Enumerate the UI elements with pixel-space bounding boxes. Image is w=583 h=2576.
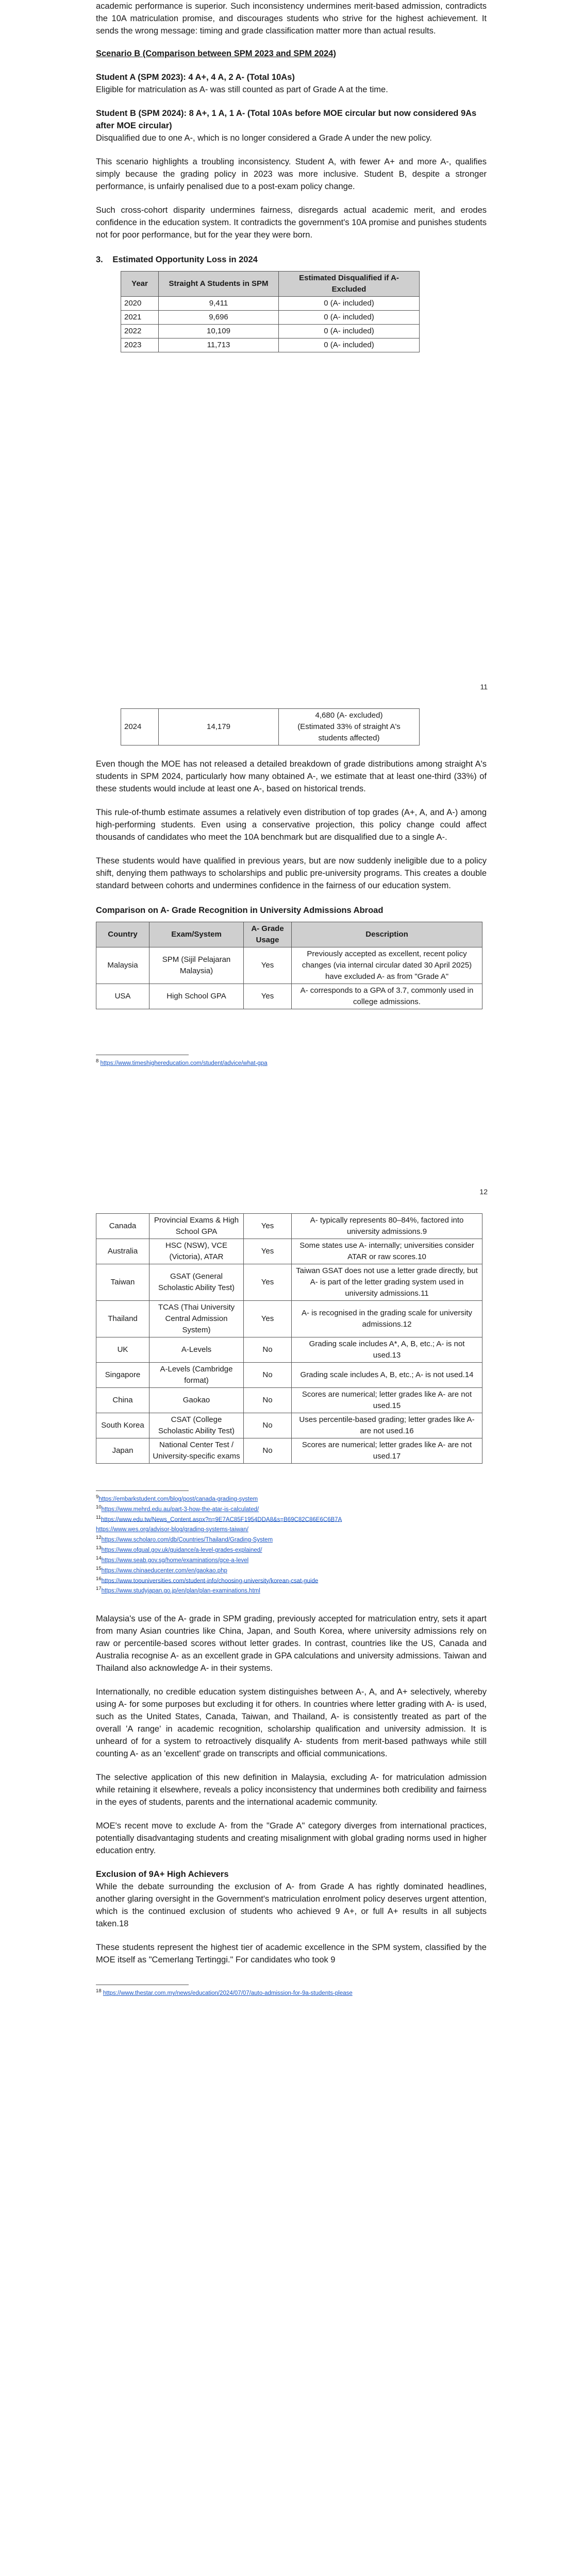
table-cell: 2023 [121,338,159,352]
table-cell: South Korea [96,1413,149,1438]
footnote-link[interactable]: https://www.timeshighereducation.com/student/advice/what-gpa [100,1060,268,1066]
table-row [96,1214,482,1239]
table-cell: Gaokao [149,1388,244,1413]
comparison-title: Comparison on A- Grade Recognition in University Admissions Abroad [96,906,384,915]
table-cell: CSAT (College Scholastic Ability Test) [149,1413,244,1438]
table-cell: Grading scale includes A*, A, B, etc.; A- is not used.13 [292,1337,482,1363]
table-row [96,1264,482,1301]
footnote-number: 8 [96,1058,99,1064]
table-header-disqualified: Estimated Disqualified if A- Excluded [279,272,420,297]
footnote-link[interactable]: https://www.seab.gov.sg/home/examinations/gce-a-level [101,1557,249,1564]
table-row [96,1301,482,1337]
table-cell: 2022 [121,325,159,338]
table-cell-count: 14,179 [159,709,279,745]
table-cell: Malaysia [96,947,149,984]
footnote-item [96,1534,487,1544]
scenario-b-paragraph-2: Such cross-cohort disparity undermines fairness, disregards actual academic merit, and erodes confidence in the education system. It contradicts the government's 10A promise and punishes students not for poor performance, but for the year they were born. [96,206,487,240]
table-cell: No [244,1363,292,1388]
estimate-paragraph-2: This rule-of-thumb estimate assumes a relatively even distribution of top grades (A+, A, and A-) among high-performing students. Even using a conservative projection, this policy change could affect thousands of candidates who meet the 10A benchmark but are disqualified due to a single A-. [96,808,487,842]
footnote-number: 16 [96,1575,102,1582]
opportunity-loss-table-continued [121,708,420,745]
page-number-12: 12 [479,1188,488,1196]
international-paragraph-1: Malaysia's use of the A- grade in SPM grading, previously accepted for matriculation entry, sets it apart from many Asian countries like China, Japan, and South Korea, where university admissions rely on raw or percentile-based scores without letter grades. In contrast, countries like the US, Canada and Australia recognise A- as an excellent grade in GPA calculations and university admissions. Taiwan and Thailand also acknowledge A- in their systems. [96,1614,487,1673]
estimate-paragraph-3: These students would have qualified in previous years, but are now suddenly ineligible due to a policy shift, denying them pathways to scholarships and public pre-university programs. This creates a double standard between cohorts and undermines confidence in the fairness of our education system. [96,856,487,890]
table-cell: National Center Test / University-specific exams [149,1438,244,1464]
table-cell: No [244,1413,292,1438]
footnote-link[interactable]: https://www.edu.tw/News_Content.aspx?n=9E7AC85F1954DDA8&s=B69C82C86E6C6B7A [101,1516,342,1523]
table-cell: High School GPA [149,984,244,1009]
table-cell: Taiwan GSAT does not use a letter grade directly, but A- is part of the letter grading system used in university admissions.11 [292,1264,482,1301]
page-11-section [96,0,487,352]
footnote-item [96,1523,487,1534]
footnote-item [96,1585,487,1595]
table-cell: Yes [244,1301,292,1337]
table-cell: A- corresponds to a GPA of 3.7, commonly used in college admissions. [292,984,482,1009]
footnote-number: 17 [96,1586,102,1592]
scenario-b-paragraph-1: This scenario highlights a troubling inconsistency. Student A, with fewer A+ and more A-, qualifies simply because the grading policy in 2023 was more inclusive. Student B, despite a stronger performance, is unfairly penalised due to a post-exam policy change. [96,157,487,191]
footnote-number: 12 [96,1535,102,1541]
disqualified-value: 4,680 (A- excluded) [315,711,383,720]
footnote-8 [96,1057,487,1067]
table-cell: A-Levels (Cambridge format) [149,1363,244,1388]
table-cell: Thailand [96,1301,149,1337]
table-header-straight-a: Straight A Students in SPM [159,272,279,297]
page-12-section [96,708,487,1067]
page-13-section [96,1213,487,1997]
table-row [96,1363,482,1388]
scenario-b-title: Scenario B (Comparison between SPM 2023 and SPM 2024) [96,49,336,58]
footnote-link[interactable]: https://www.topuniversities.com/student-info/choosing-university/korean-csat-guide [101,1578,319,1584]
opportunity-loss-table [121,271,420,352]
footnote-link[interactable]: https://www.chinaeducenter.com/en/gaokao.php [101,1567,227,1574]
footnote-number: 15 [96,1565,102,1571]
table-cell: A- is recognised in the grading scale for university admissions.12 [292,1301,482,1337]
footnote-item [96,1503,487,1514]
table-row [121,325,420,338]
disqualified-note: (Estimated 33% of straight A's students affected) [297,722,401,742]
student-a-text: Eligible for matriculation as A- was still counted as part of Grade A at the time. [96,85,388,94]
table-cell: Taiwan [96,1264,149,1301]
footnote-link[interactable]: https://www.thestar.com.my/news/education/2024/07/07/auto-admission-for-9a-students-please [103,1990,353,1997]
table-cell: China [96,1388,149,1413]
footnote-item [96,1514,487,1524]
table-cell: 10,109 [159,325,279,338]
table-row [96,947,482,984]
table-cell: Uses percentile-based grading; letter grades like A- are not used.16 [292,1413,482,1438]
table-cell: Japan [96,1438,149,1464]
table-cell: Scores are numerical; letter grades like A- are not used.15 [292,1388,482,1413]
table-cell: Singapore [96,1363,149,1388]
table-cell: Yes [244,984,292,1009]
footnote-number: 14 [96,1555,102,1561]
table-row [96,1337,482,1363]
table-cell: Yes [244,1239,292,1264]
footnote-link[interactable]: https://www.wes.org/advisor-blog/grading-systems-taiwan/ [96,1527,248,1533]
table-row [96,1388,482,1413]
table-cell: HSC (NSW), VCE (Victoria), ATAR [149,1239,244,1264]
table-cell: A-Levels [149,1337,244,1363]
comparison-header-usage: A- Grade Usage [244,922,292,947]
footnote-number: 10 [96,1504,102,1510]
international-paragraph-2: Internationally, no credible education system distinguishes between A-, A, and A+ selectively, whereby using A- for some purposes but excluding it for others. In countries where letter grading with A- is used, such as the United States, Canada, Taiwan, and Thailand, A- is consistently treated as part of the overall 'A range' in academic recognition, scholarship qualification and university admission. It is unheard of for a system to retroactively disqualify A- students from merit-based pathways while still counting A- as an 'excellent' grade on transcripts and official communications. [96,1687,487,1759]
footnote-link[interactable]: https://www.mehrd.edu.au/part-3-how-the-atar-is-calculated/ [101,1506,259,1513]
table-cell: GSAT (General Scholastic Ability Test) [149,1264,244,1301]
table-cell: A- typically represents 80–84%, factored into university admissions.9 [292,1214,482,1239]
student-a-title: Student A (SPM 2023): 4 A+, 4 A, 2 A- (Total 10As) [96,73,295,82]
section-3-title: Estimated Opportunity Loss in 2024 [112,255,258,264]
table-row [121,709,420,745]
table-row [96,984,482,1009]
footnote-item [96,1493,487,1503]
intro-paragraph: academic performance is superior. Such inconsistency undermines merit-based admission, contradicts the 10A matriculation promise, and discourages students who strive for the highest achievement. It sends the wrong message: timing and grade classification matter more than actual results. [96,2,487,36]
table-header-year: Year [121,272,159,297]
table-cell: 9,411 [159,297,279,311]
table-cell: Yes [244,947,292,984]
table-cell: Yes [244,1214,292,1239]
table-cell: 11,713 [159,338,279,352]
table-row [121,338,420,352]
table-cell: Some states use A- internally; universities consider ATAR or raw scores.10 [292,1239,482,1264]
table-cell: UK [96,1337,149,1363]
footnote-number: 9 [96,1494,99,1500]
table-cell: 0 (A- included) [279,325,420,338]
table-cell-disqualified [279,709,420,745]
footnote-item [96,1565,487,1575]
footnote-number: 18 [96,1988,102,1994]
footnotes-list [96,1493,487,1595]
estimate-paragraph-1: Even though the MOE has not released a detailed breakdown of grade distributions among straight A's students in SPM 2024, particularly how many obtained A-, we estimate that at least one-third (33%) of these students would include at least one A-, based on historical trends. [96,759,487,793]
table-cell: 0 (A- included) [279,297,420,311]
table-cell: No [244,1438,292,1464]
footnote-item [96,1554,487,1565]
student-b-text: Disqualified due to one A-, which is no longer considered a Grade A under the new policy. [96,133,432,143]
table-row [121,297,420,311]
table-cell: No [244,1337,292,1363]
table-cell: USA [96,984,149,1009]
table-cell: Previously accepted as excellent, recent policy changes (via internal circular dated 30 April 2025) have excluded A- as from "Grade A" [292,947,482,984]
comparison-table [96,922,482,1009]
international-paragraph-4: MOE's recent move to exclude A- from the "Grade A" category diverges from international practices, potentially disadvantaging students and creating misalignment with global grading norms used in higher education entry. [96,1821,487,1856]
comparison-header-description: Description [292,922,482,947]
table-cell: 9,696 [159,311,279,325]
table-cell: Scores are numerical; letter grades like A- are not used.17 [292,1438,482,1464]
footnote-number: 11 [96,1514,101,1520]
footnote-item [96,1544,487,1554]
table-cell: No [244,1388,292,1413]
table-row [96,1239,482,1264]
table-row [96,1438,482,1464]
footnote-rule [96,1490,189,1491]
comparison-header-exam: Exam/System [149,922,244,947]
exclusion-paragraph-1: While the debate surrounding the exclusion of A- from Grade A has rightly dominated headlines, another glaring oversight in the Government's matriculation enrolment policy deserves urgent attention, which is the continued exclusion of students who achieved 9 A+, or full A+ results in all subjects taken.18 [96,1882,487,1929]
section-3-number: 3. [96,255,103,264]
table-cell: Provincial Exams & High School GPA [149,1214,244,1239]
page-number-11: 11 [480,683,488,691]
table-cell: Canada [96,1214,149,1239]
footnote-link[interactable]: https://www.studyjapan.go.jp/en/plan/plan-examinations.html [101,1588,260,1595]
table-cell: 2021 [121,311,159,325]
table-cell-year: 2024 [121,709,159,745]
table-cell: 0 (A- included) [279,338,420,352]
footnote-link[interactable]: https://www.ofqual.gov.uk/guidance/a-level-grades-explained/ [101,1547,262,1553]
exclusion-paragraph-2: These students represent the highest tier of academic excellence in the SPM system, classified by the MOE itself as "Cemerlang Tertinggi." For candidates who took 9 [96,1943,487,1965]
table-cell: Grading scale includes A, B, etc.; A- is not used.14 [292,1363,482,1388]
footnote-link[interactable]: https://www.scholaro.com/db/Countries/Thailand/Grading-System [101,1537,273,1544]
table-cell: 2020 [121,297,159,311]
table-row [121,311,420,325]
table-cell: Australia [96,1239,149,1264]
comparison-header-country: Country [96,922,149,947]
footnote-number: 13 [96,1545,102,1551]
table-cell: TCAS (Thai University Central Admission System) [149,1301,244,1337]
table-row [96,1413,482,1438]
table-cell: SPM (Sijil Pelajaran Malaysia) [149,947,244,984]
comparison-table-continued [96,1213,482,1464]
international-paragraph-3: The selective application of this new definition in Malaysia, excluding A- for matriculation admission while retaining it elsewhere, reveals a policy inconsistency that undermines both credibility and fairness in the eyes of students, parents and the international academic community. [96,1773,487,1807]
footnote-18 [96,1987,487,1997]
footnote-item [96,1575,487,1585]
table-cell: Yes [244,1264,292,1301]
exclusion-title: Exclusion of 9A+ High Achievers [96,1870,229,1879]
section-3-heading [96,253,487,266]
table-cell: 0 (A- included) [279,311,420,325]
student-b-title: Student B (SPM 2024): 8 A+, 1 A, 1 A- (Total 10As before MOE circular but now considered 9As after MOE circular) [96,109,477,130]
footnote-link[interactable]: https://embarkstudent.com/blog/post/canada-grading-system [98,1496,258,1502]
